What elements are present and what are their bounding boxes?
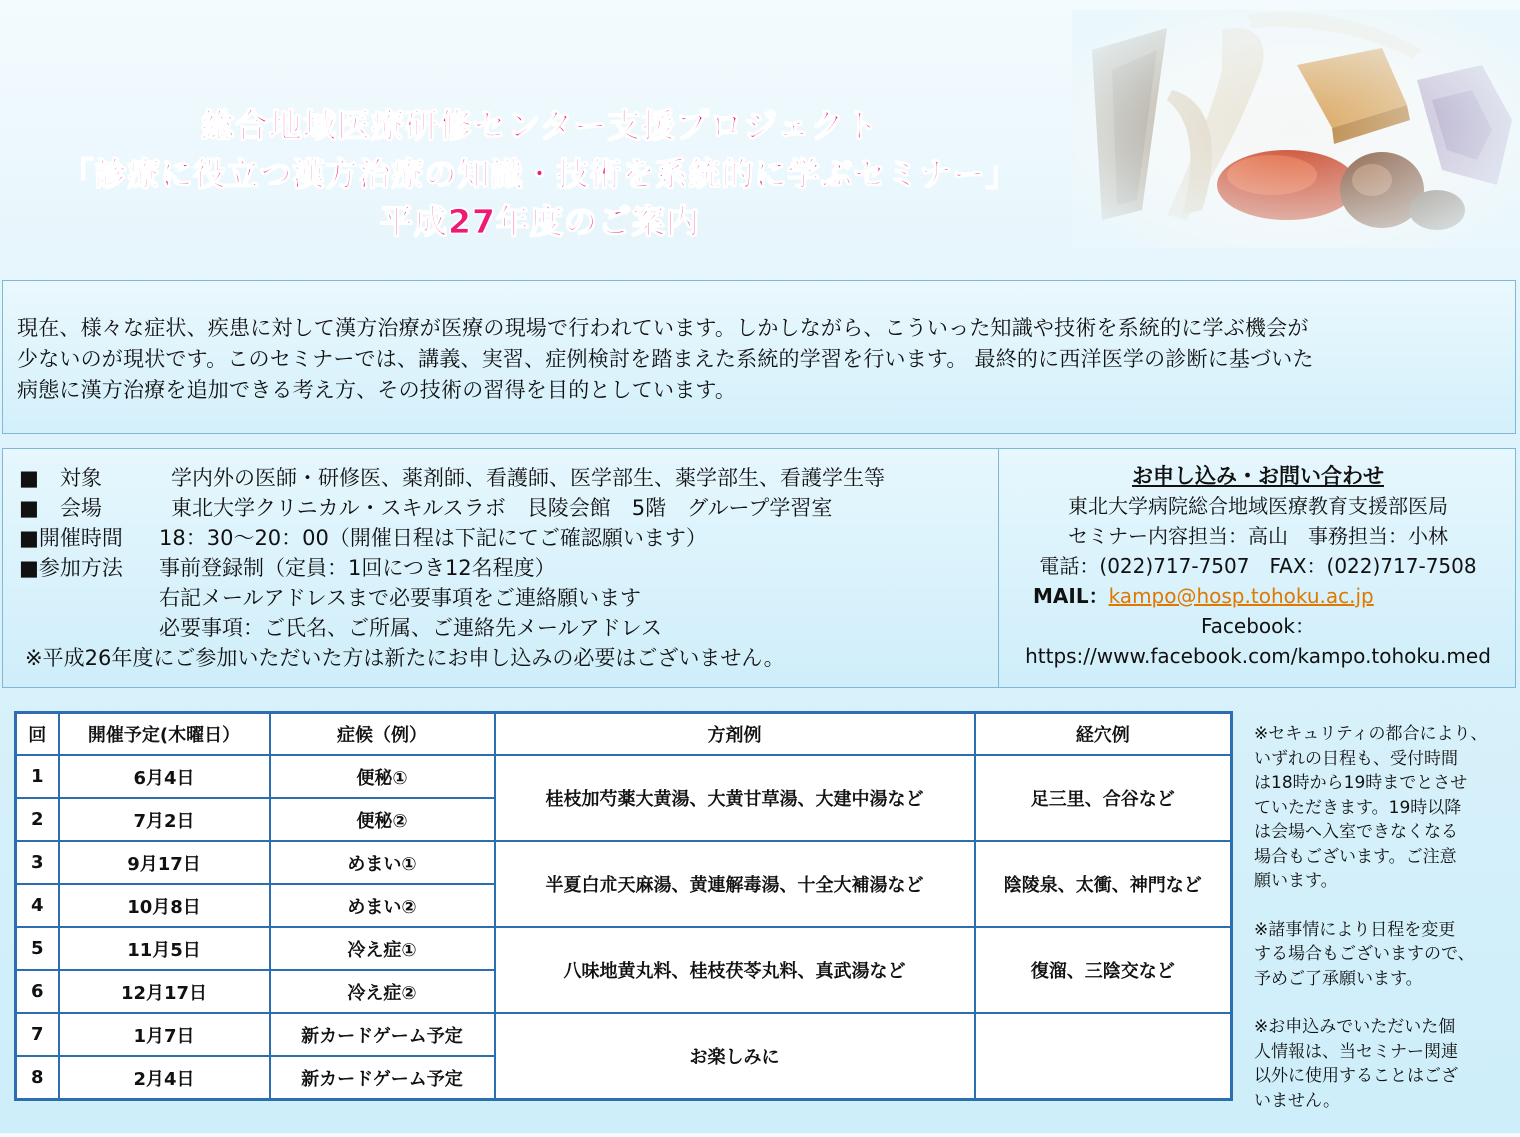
- intro-text: 現在、様々な症状、疾患に対して漢方治療が医療の現場で行われています。しかしながら、こういった知識や技術を系統的に学ぶ機会が 少ないのが現状です。このセミナーでは、講義、実習、症例検討を踏まえた系統的学習を行います。 最終的に西洋医学の診断に基づいた 病態に漢方治療を追加できる考え方、その技術の習得を目的としています。: [17, 316, 1314, 402]
- row-formula: お楽しみに: [495, 1013, 975, 1100]
- target-row: [19, 463, 989, 493]
- row-symptom: 便秘②: [270, 798, 495, 841]
- event-details: [19, 463, 989, 673]
- time-label: ■開催時間: [19, 526, 123, 550]
- row-date: 1月7日: [59, 1013, 270, 1056]
- contact-org: 東北大学病院総合地域医療教育支援部医局: [1068, 494, 1448, 518]
- method-row-3: [19, 613, 989, 643]
- row-acupoint: 復溜、三陰交など: [975, 927, 1232, 1013]
- row-no: 4: [16, 884, 59, 927]
- info-section: [2, 448, 1516, 688]
- row-formula: 半夏白朮天麻湯、黄連解毒湯、十全大補湯など: [495, 841, 975, 927]
- row-date: 7月2日: [59, 798, 270, 841]
- facebook-label: Facebook：: [1201, 614, 1315, 638]
- row-no: 1: [16, 755, 59, 798]
- note-security: ※セキュリティの都合により、 いずれの日程も、受付時間 は18時から19時までとさせ ていただきます。19時以降 は会場へ入室できなくなる 場合もございます。ご注意 願います。: [1254, 724, 1488, 891]
- row-symptom: 冷え症②: [270, 970, 495, 1013]
- facebook-url: https://www.facebook.com/kampo.tohoku.med: [1025, 644, 1491, 668]
- venue-label: ■ 会場: [19, 496, 102, 520]
- method-line-2: 右記メールアドレスまで必要事項をご連絡願います: [159, 586, 641, 610]
- herbal-medicine-image: [1072, 10, 1520, 248]
- divider: [998, 449, 999, 687]
- header-acupoint: 経穴例: [975, 713, 1232, 756]
- row-acupoint: 陰陵泉、太衝、神門など: [975, 841, 1232, 927]
- table-row: [16, 841, 1232, 884]
- contact-phone: 電話：(022)717-7507 FAX：(022)717-7508: [1039, 554, 1477, 578]
- mail-label: MAIL：: [1033, 584, 1109, 608]
- header-date: 開催予定(木曜日）: [59, 713, 270, 756]
- side-notes: [1254, 722, 1512, 1137]
- method-row-2: [19, 583, 989, 613]
- time-row: [19, 523, 989, 553]
- header-formula: 方剤例: [495, 713, 975, 756]
- row-no: 7: [16, 1013, 59, 1056]
- row-no: 6: [16, 970, 59, 1013]
- note-schedule-change: ※諸事情により日程を変更 する場合もございますので、 予めご了承願います。: [1254, 919, 1475, 989]
- row-symptom: 新カードゲーム予定: [270, 1013, 495, 1056]
- row-symptom: 便秘①: [270, 755, 495, 798]
- row-acupoint: 足三里、合谷など: [975, 755, 1232, 841]
- method-row: [19, 553, 989, 583]
- title-project: 総合地域医療研修センター支援プロジェクト: [200, 106, 880, 145]
- venue-row: [19, 493, 989, 523]
- venue-value: 東北大学クリニカル・スキルスラボ 艮陵会館 5階 グループ学習室: [171, 496, 833, 520]
- row-date: 11月5日: [59, 927, 270, 970]
- table-header-row: [16, 713, 1232, 756]
- contact-staff: セミナー内容担当：高山 事務担当：小林: [1068, 524, 1448, 548]
- mail-link[interactable]: kampo@hosp.tohoku.ac.jp: [1108, 584, 1374, 608]
- row-no: 8: [16, 1056, 59, 1100]
- contact-mail-row: [1001, 581, 1515, 611]
- row-no: 3: [16, 841, 59, 884]
- schedule-table: [14, 711, 1233, 1101]
- table-row: [16, 755, 1232, 798]
- row-formula: 八味地黄丸料、桂枝茯苓丸料、真武湯など: [495, 927, 975, 1013]
- table-row: [16, 927, 1232, 970]
- contact-title: お申し込み・お問い合わせ: [1132, 464, 1384, 488]
- intro-section: [2, 280, 1516, 434]
- row-date: 10月8日: [59, 884, 270, 927]
- title-year: 平成27年度のご案内: [380, 202, 700, 241]
- method-value: 事前登録制（定員：1回につき12名程度）: [159, 556, 556, 580]
- row-date: 2月4日: [59, 1056, 270, 1100]
- row-date: 12月17日: [59, 970, 270, 1013]
- method-label: ■参加方法: [19, 556, 123, 580]
- row-no: 2: [16, 798, 59, 841]
- method-line-3: 必要事項：ご氏名、ご所属、ご連絡先メールアドレス: [159, 616, 662, 640]
- header-no: 回: [16, 713, 59, 756]
- title-seminar: 「診療に役立つ漢方治療の知識・技術を系統的に学ぶセミナー」: [61, 155, 1019, 193]
- previous-participant-note: ※平成26年度にご参加いただいた方は新たにお申し込みの必要はございません。: [25, 646, 785, 670]
- note-privacy: ※お申込みでいただいた個 人情報は、当セミナー関連 以外に使用することはござ いません。: [1254, 1017, 1458, 1111]
- row-symptom: 冷え症①: [270, 927, 495, 970]
- time-value: 18：30～20：00（開催日程は下記にてご確認願います）: [159, 526, 707, 550]
- row-symptom: めまい①: [270, 841, 495, 884]
- table-row: [16, 1013, 1232, 1056]
- row-date: 6月4日: [59, 755, 270, 798]
- row-no: 5: [16, 927, 59, 970]
- row-formula: 桂枝加芍薬大黄湯、大黄甘草湯、大建中湯など: [495, 755, 975, 841]
- row-acupoint: [975, 1013, 1232, 1100]
- row-date: 9月17日: [59, 841, 270, 884]
- contact-section: [1001, 461, 1515, 671]
- header-symptom: 症候（例）: [270, 713, 495, 756]
- target-value: 学内外の医師・研修医、薬剤師、看護師、医学部生、薬学部生、看護学生等: [171, 466, 885, 490]
- row-symptom: めまい②: [270, 884, 495, 927]
- page-title: [0, 102, 1080, 246]
- target-label: ■ 対象: [19, 466, 102, 490]
- row-symptom: 新カードゲーム予定: [270, 1056, 495, 1100]
